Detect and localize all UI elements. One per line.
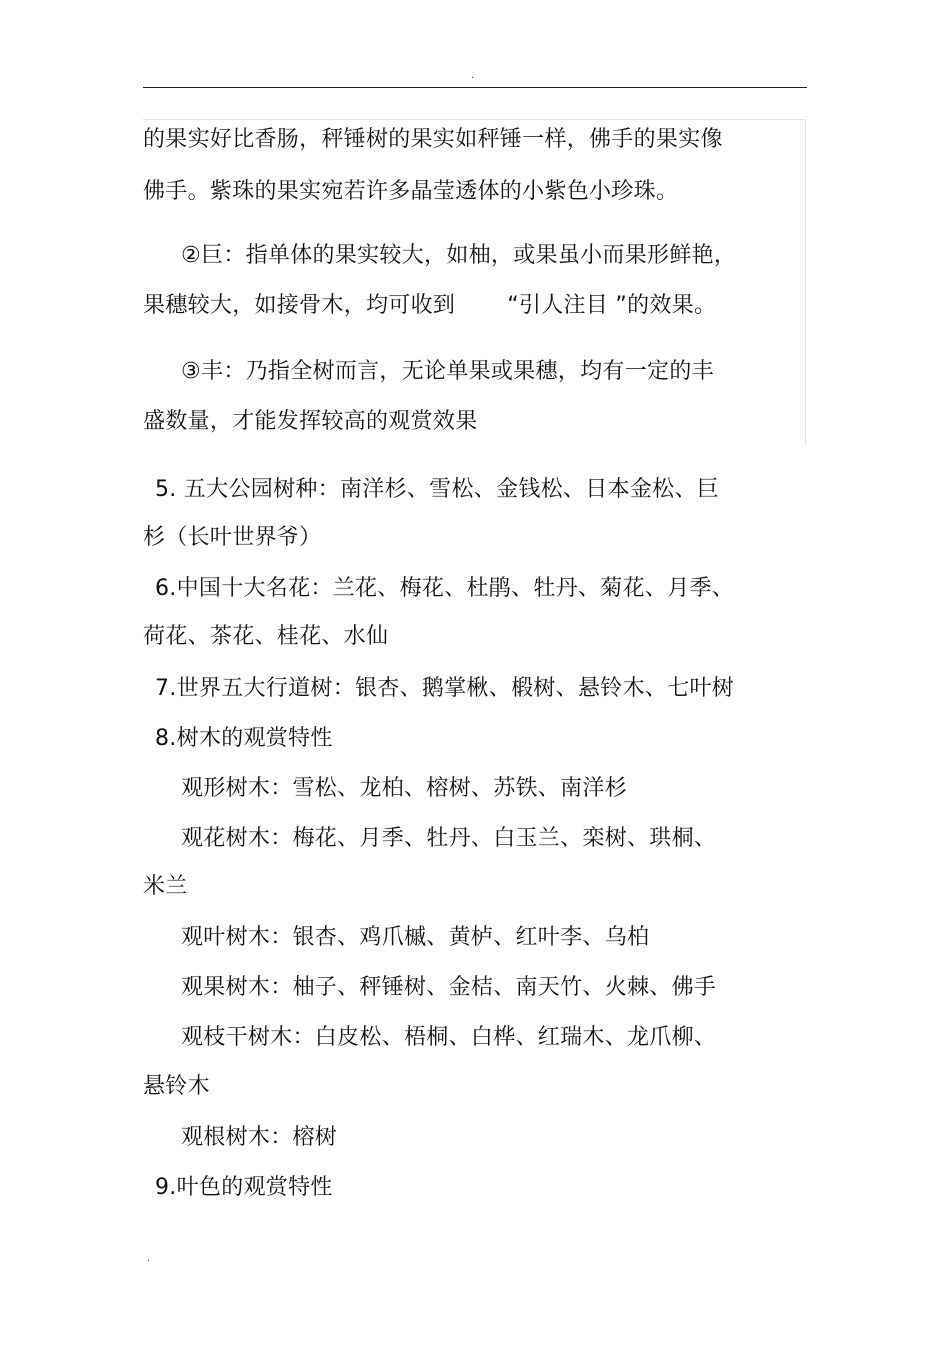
sub-item: 观根树木：榕树 [181,1125,338,1150]
quoted-block-frame [143,119,806,445]
list-item-9: 9.叶色的观赏特性 [155,1175,333,1200]
list-item-5: 5. 五大公园树种：南洋杉、雪松、金钱松、日本金松、巨 [155,477,720,502]
paragraph-line: 佛手。紫珠的果实宛若许多晶莹透体的小紫色小珍珠。 [143,179,679,204]
header-rule [143,87,807,88]
paragraph-line [143,291,716,321]
sub-item: 观叶树木：银杏、鸡爪槭、黄栌、红叶李、乌柏 [181,925,650,950]
paragraph-line: ③丰：乃指全树而言，无论单果或果穗，均有一定的丰 [181,359,714,384]
paragraph-line: ②巨：指单体的果实较大，如柚，或果虽小而果形鲜艳， [181,243,737,268]
paragraph-text: “引人注目 ”的效果。 [507,293,717,318]
paragraph-text: 果穗较大，如接骨木，均可收到 [143,293,456,318]
list-item-6: 6.中国十大名花：兰花、梅花、杜鹃、牡丹、菊花、月季、 [155,576,735,601]
sub-item: 观形树木：雪松、龙柏、榕树、苏铁、南洋杉 [181,776,628,801]
header-mark: . [471,70,475,81]
sub-item: 观花树木：梅花、月季、牡丹、白玉兰、栾树、珙桐、 [181,826,717,851]
sub-item: 观果树木：柚子、秤锤树、金桔、南天竹、火棘、佛手 [181,975,717,1000]
list-item-7: 7.世界五大行道树：银杏、鹅掌楸、椴树、悬铃木、七叶树 [155,676,735,701]
footer-mark: . [147,1253,151,1264]
paragraph-line: 盛数量，才能发挥较高的观赏效果 [143,409,478,434]
list-item-8: 8.树木的观赏特性 [155,726,333,751]
list-item-6-cont: 荷花、茶花、桂花、水仙 [143,624,389,649]
sub-item: 观枝干树木：白皮松、梧桐、白桦、红瑞木、龙爪柳、 [181,1025,717,1050]
paragraph-line: 的果实好比香肠，秤锤树的果实如秤锤一样，佛手的果实像 [143,127,723,152]
sub-item-cont: 米兰 [143,874,188,899]
list-item-5-cont: 杉（长叶世界爷） [143,525,322,550]
sub-item-cont: 悬铃木 [143,1074,210,1099]
